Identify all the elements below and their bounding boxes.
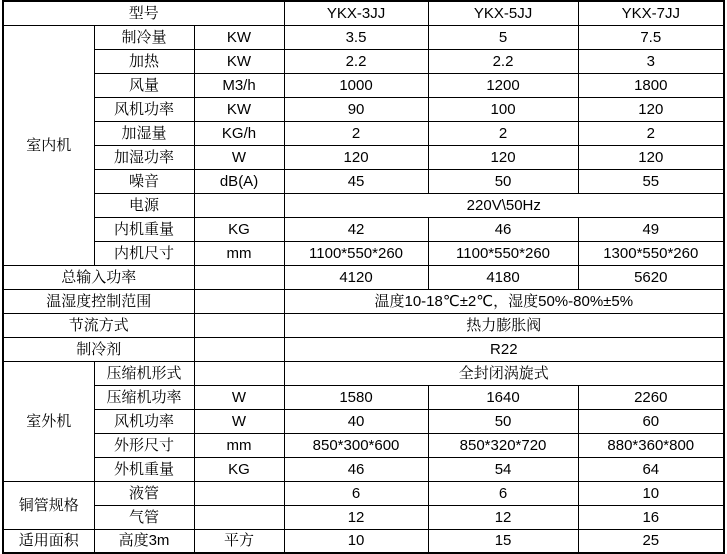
table-row xyxy=(3,481,724,505)
value-cell: 54 xyxy=(428,457,578,481)
table-row xyxy=(3,145,724,169)
value-cell: 46 xyxy=(284,457,428,481)
spec-label-cell: 外形尺寸 xyxy=(94,433,194,457)
value-cell: 1800 xyxy=(578,73,724,97)
spec-label-cell: 噪音 xyxy=(94,169,194,193)
value-cell-merged: 全封闭涡旋式 xyxy=(284,361,724,385)
value-cell: 2 xyxy=(578,121,724,145)
table-row xyxy=(3,409,724,433)
value-cell: 2 xyxy=(284,121,428,145)
spec-label-cell: 高度3m xyxy=(94,529,194,553)
value-cell: 6 xyxy=(284,481,428,505)
section-label-applicable-area: 适用面积 xyxy=(3,529,94,553)
value-cell: 25 xyxy=(578,529,724,553)
value-cell: 1200 xyxy=(428,73,578,97)
value-cell: 1640 xyxy=(428,385,578,409)
table-row xyxy=(3,97,724,121)
unit-cell: dB(A) xyxy=(194,169,284,193)
spec-table xyxy=(2,0,725,554)
value-cell: 4180 xyxy=(428,265,578,289)
table-row xyxy=(3,49,724,73)
value-cell: 90 xyxy=(284,97,428,121)
spec-label-cell: 外机重量 xyxy=(94,457,194,481)
spec-label-cell: 加湿功率 xyxy=(94,145,194,169)
section-label-outdoor-unit: 室外机 xyxy=(3,361,94,481)
model-name-cell: YKX-7JJ xyxy=(578,1,724,25)
value-cell-merged: 温度10-18℃±2℃，湿度50%-80%±5% xyxy=(284,289,724,313)
value-cell: 40 xyxy=(284,409,428,433)
value-cell-merged: R22 xyxy=(284,337,724,361)
value-cell: 42 xyxy=(284,217,428,241)
value-cell: 49 xyxy=(578,217,724,241)
unit-cell: KG xyxy=(194,217,284,241)
value-cell: 1580 xyxy=(284,385,428,409)
unit-cell: 平方 xyxy=(194,529,284,553)
spec-label-cell: 压缩机形式 xyxy=(94,361,194,385)
table-row xyxy=(3,433,724,457)
value-cell: 10 xyxy=(578,481,724,505)
value-cell: 45 xyxy=(284,169,428,193)
table-row xyxy=(3,193,724,217)
value-cell: 64 xyxy=(578,457,724,481)
unit-cell xyxy=(194,265,284,289)
spec-label-cell: 气管 xyxy=(94,505,194,529)
value-cell: 120 xyxy=(284,145,428,169)
unit-cell: KG/h xyxy=(194,121,284,145)
value-cell: 850*320*720 xyxy=(428,433,578,457)
value-cell: 50 xyxy=(428,409,578,433)
value-cell: 120 xyxy=(428,145,578,169)
spec-label-cell: 制冷剂 xyxy=(3,337,194,361)
value-cell: 15 xyxy=(428,529,578,553)
value-cell: 4120 xyxy=(284,265,428,289)
value-cell: 16 xyxy=(578,505,724,529)
unit-cell: W xyxy=(194,145,284,169)
table-row xyxy=(3,265,724,289)
table-row xyxy=(3,361,724,385)
spec-label-cell: 风机功率 xyxy=(94,97,194,121)
model-name-cell: YKX-3JJ xyxy=(284,1,428,25)
value-cell: 2.2 xyxy=(428,49,578,73)
model-row-header: 型号 xyxy=(3,1,284,25)
value-cell: 12 xyxy=(428,505,578,529)
spec-label-cell: 内机尺寸 xyxy=(94,241,194,265)
unit-cell xyxy=(194,361,284,385)
value-cell: 100 xyxy=(428,97,578,121)
value-cell: 7.5 xyxy=(578,25,724,49)
value-cell: 10 xyxy=(284,529,428,553)
value-cell: 880*360*800 xyxy=(578,433,724,457)
value-cell: 2260 xyxy=(578,385,724,409)
unit-cell: mm xyxy=(194,241,284,265)
unit-cell: mm xyxy=(194,433,284,457)
unit-cell xyxy=(194,505,284,529)
table-row xyxy=(3,121,724,145)
value-cell: 5 xyxy=(428,25,578,49)
value-cell: 1100*550*260 xyxy=(284,241,428,265)
table-row xyxy=(3,385,724,409)
unit-cell: KW xyxy=(194,49,284,73)
table-row xyxy=(3,169,724,193)
value-cell: 12 xyxy=(284,505,428,529)
spec-label-cell: 制冷量 xyxy=(94,25,194,49)
unit-cell xyxy=(194,289,284,313)
unit-cell xyxy=(194,481,284,505)
unit-cell xyxy=(194,193,284,217)
table-row xyxy=(3,337,724,361)
unit-cell: W xyxy=(194,409,284,433)
value-cell: 1100*550*260 xyxy=(428,241,578,265)
table-row xyxy=(3,313,724,337)
value-cell: 6 xyxy=(428,481,578,505)
value-cell: 1000 xyxy=(284,73,428,97)
value-cell: 2 xyxy=(428,121,578,145)
unit-cell xyxy=(194,337,284,361)
spec-label-cell: 内机重量 xyxy=(94,217,194,241)
table-row xyxy=(3,529,724,553)
spec-label-cell: 风机功率 xyxy=(94,409,194,433)
section-label-copper-pipe: 铜管规格 xyxy=(3,481,94,529)
section-label-indoor-unit: 室内机 xyxy=(3,25,94,265)
value-cell: 1300*550*260 xyxy=(578,241,724,265)
value-cell: 850*300*600 xyxy=(284,433,428,457)
table-row xyxy=(3,457,724,481)
value-cell: 5620 xyxy=(578,265,724,289)
unit-cell: KG xyxy=(194,457,284,481)
value-cell: 55 xyxy=(578,169,724,193)
unit-cell: M3/h xyxy=(194,73,284,97)
spec-label-cell: 压缩机功率 xyxy=(94,385,194,409)
spec-label-cell: 加湿量 xyxy=(94,121,194,145)
value-cell: 3 xyxy=(578,49,724,73)
value-cell: 50 xyxy=(428,169,578,193)
unit-cell: KW xyxy=(194,25,284,49)
unit-cell: KW xyxy=(194,97,284,121)
model-name-cell: YKX-5JJ xyxy=(428,1,578,25)
spec-label-cell: 总输入功率 xyxy=(3,265,194,289)
table-row xyxy=(3,25,724,49)
table-row xyxy=(3,505,724,529)
table-row xyxy=(3,217,724,241)
spec-label-cell: 加热 xyxy=(94,49,194,73)
value-cell-merged: 热力膨胀阀 xyxy=(284,313,724,337)
unit-cell xyxy=(194,313,284,337)
value-cell: 3.5 xyxy=(284,25,428,49)
value-cell: 2.2 xyxy=(284,49,428,73)
value-cell-merged: 220V\50Hz xyxy=(284,193,724,217)
spec-label-cell: 液管 xyxy=(94,481,194,505)
spec-label-cell: 风量 xyxy=(94,73,194,97)
table-row xyxy=(3,289,724,313)
spec-label-cell: 温湿度控制范围 xyxy=(3,289,194,313)
spec-label-cell: 节流方式 xyxy=(3,313,194,337)
table-row xyxy=(3,73,724,97)
value-cell: 60 xyxy=(578,409,724,433)
unit-cell: W xyxy=(194,385,284,409)
spec-label-cell: 电源 xyxy=(94,193,194,217)
table-row xyxy=(3,1,724,25)
value-cell: 120 xyxy=(578,97,724,121)
value-cell: 46 xyxy=(428,217,578,241)
table-row xyxy=(3,241,724,265)
value-cell: 120 xyxy=(578,145,724,169)
